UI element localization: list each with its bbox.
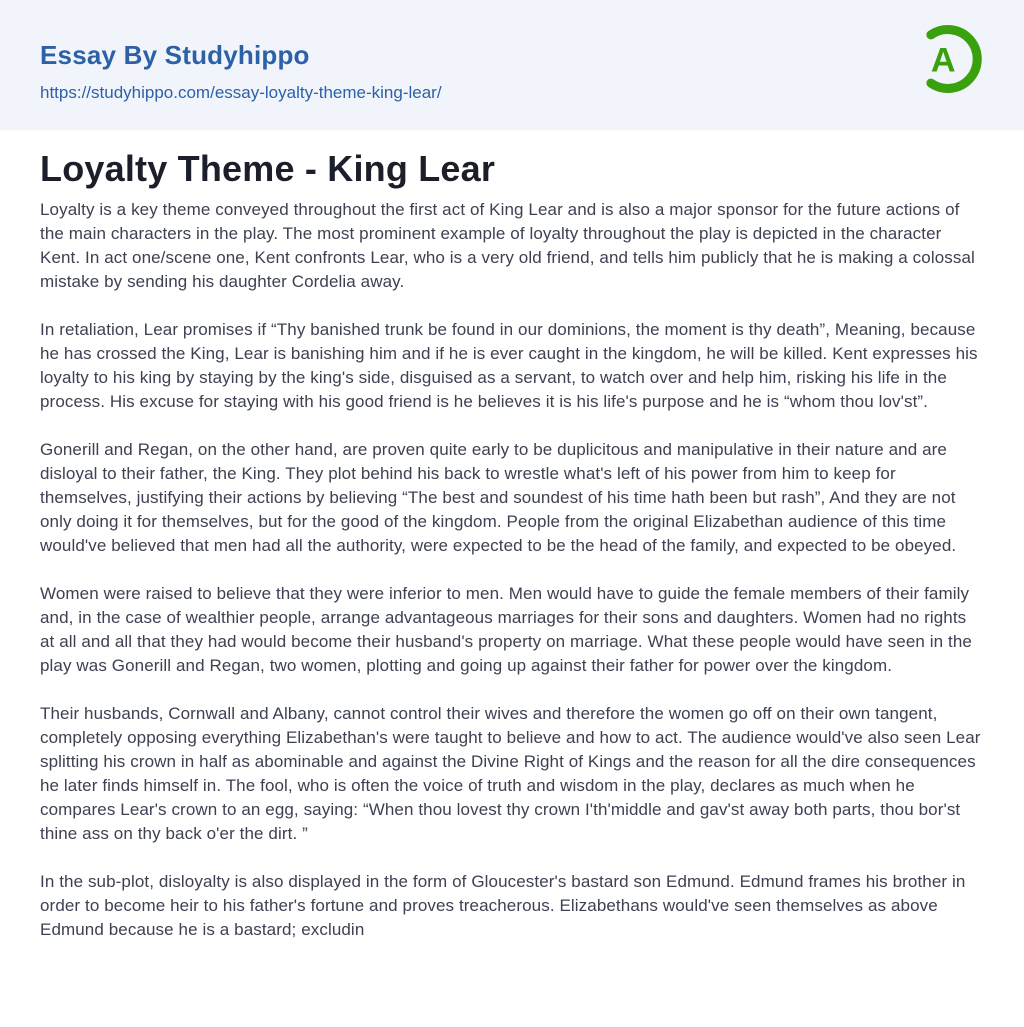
article-paragraph: Loyalty is a key theme conveyed throughout the first act of King Lear and is also a major sponsor for the future actions of the main characters in the play. The most prominent example of loyalty throughout the play is depicted in the character Kent. In act one/scene one, Kent confronts Lear, who is a very old friend, and tells him publicly that he is making a colossal mistake by sending his daughter Cordelia away. [40, 200, 975, 291]
article-paragraph: In the sub-plot, disloyalty is also displayed in the form of Gloucester's bastard son Edmund. Edmund frames his brother in order to become heir to his father's fortune and proves treacherous. Elizabethans would've seen themselves as above Edmund because he is a bastard; excludin [40, 872, 966, 939]
logo-arc-icon [910, 21, 986, 97]
source-url-link[interactable]: https://studyhippo.com/essay-loyalty-theme-king-lear/ [40, 83, 442, 102]
header-source-title: Essay By Studyhippo [40, 40, 310, 70]
studyhippo-logo-icon [910, 21, 986, 97]
article-content [0, 130, 1024, 942]
article-paragraph: Women were raised to believe that they were inferior to men. Men would have to guide the female members of their family and, in the case of wealthier people, arrange advantageous marriages for their sons and daughters. Women had no rights at all and all that they had would become their husband's property on marriage. What these people would have seen in the play was Gonerill and Regan, two women, plotting and going up against their father for power over the kingdom. [40, 584, 972, 675]
page-header [0, 0, 1024, 130]
article-paragraph: Gonerill and Regan, on the other hand, are proven quite early to be duplicitous and manipulative in their nature and are disloyal to their father, the King. They plot behind his back to wrestle what's left of his power from him to keep for themselves, justifying their actions by believing “The best and soundest of his time hath been but rash”, And they are not only doing it for themselves, but for the good of the kingdom. People from the original Elizabethan audience of this time would've believed that men had all the authority, were expected to be the head of the family, and expected to be obeyed. [40, 440, 957, 555]
article-paragraph: Their husbands, Cornwall and Albany, cannot control their wives and therefore the women go off on their own tangent, completely opposing everything Elizabethan's were taught to believe and how to act. The audience would've also seen Lear splitting his crown in half as abominable and against the Divine Right of Kings and the reason for all the dire consequences he later finds himself in. The fool, who is often the voice of truth and wisdom in the play, declares as much when he compares Lear's crown to an egg, saying: “When thou lovest thy crown I'th'middle and gav'st away both parts, thou bor'st thine ass on thy back o'er the dirt. ” [40, 704, 981, 843]
logo-letter: A [930, 41, 956, 80]
article-paragraph: In retaliation, Lear promises if “Thy banished trunk be found in our dominions, the moment is thy death”, Meaning, because he has crossed the King, Lear is banishing him and if he is ever caught in the kingdom, he will be killed. Kent expresses his loyalty to his king by staying by the king's side, disguised as a servant, to watch over and help him, risking his life in the process. His excuse for staying with his good friend is he believes it is his life's purpose and he is “whom thou lov'st”. [40, 320, 978, 411]
article-title: Loyalty Theme - King Lear [40, 148, 496, 189]
